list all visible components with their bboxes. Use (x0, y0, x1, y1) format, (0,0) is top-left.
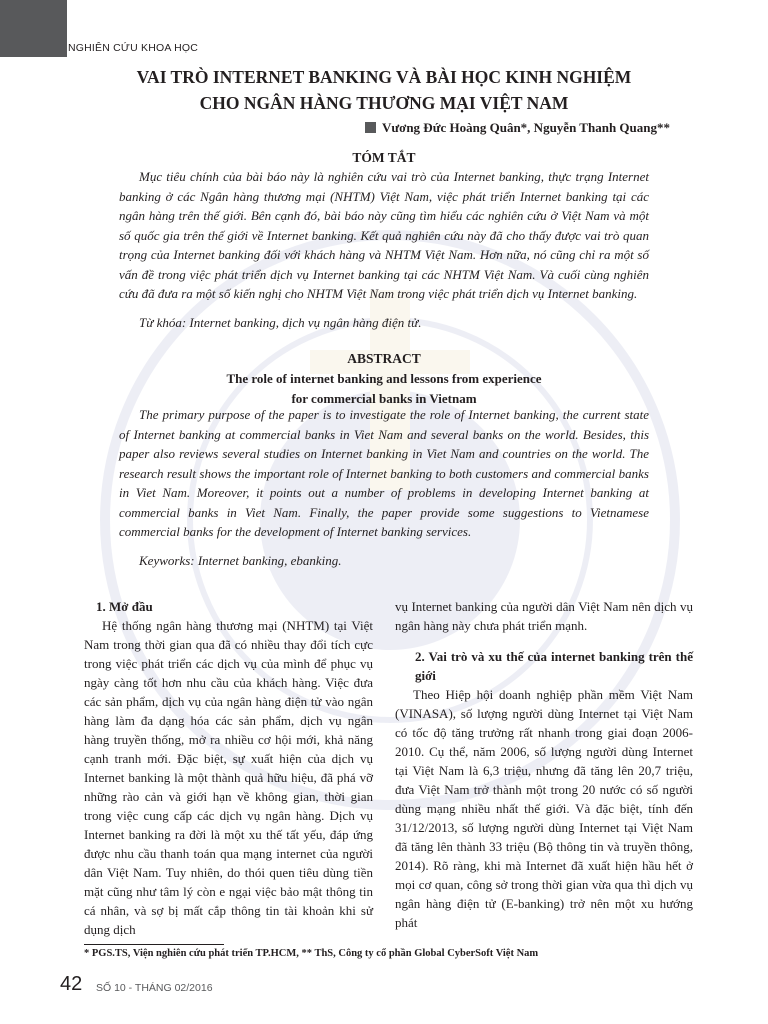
section-2-body: Theo Hiệp hội doanh nghiệp phần mềm Việt Nam (VINASA), số lượng người dùng Internet tại Việt Nam có tốc độ tăng trưởng rất nhanh trong giai đoạn 2006-2010. Cụ thể, năm 2006, số lượng người dùng Internet tại Việt Nam là 6,3 triệu, nhưng đã tăng lên 20,7 triệu, đưa Việt Nam trở thành một trong 20 nước có số người dùng mạng nhiều nhất thế giới. Và đặc biệt, tính đến 31/12/2013, số lượng người dùng Internet tại Việt Nam đã tăng lên thành 33 triệu (Bộ thông tin và truyền thông, 2014). Rõ ràng, khi mà Internet đã xuất hiện hầu hết ở mọi cơ quan, công sở trong thời gian vừa qua thì dịch vụ ngân hàng điện tử (E-banking) trở nên một xu hướng phát (395, 687, 693, 930)
article-title (60, 64, 708, 116)
title-line-2: CHO NGÂN HÀNG THƯƠNG MẠI VIỆT NAM (199, 93, 569, 113)
abstract-title (0, 369, 768, 408)
abstract-keywords: Keyworks: Internet banking, ebanking. (139, 553, 342, 568)
issue-label: SỐ 10 - THÁNG 02/2016 (96, 982, 213, 994)
section-1-continuation: vụ Internet banking của người dân Việt Nam nên dịch vụ ngân hàng này chưa phát triển mạnh. (395, 599, 693, 633)
left-column (84, 597, 373, 939)
author-marker-square (365, 122, 376, 133)
section-1-heading: 1. Mở đầu (96, 599, 153, 614)
abstract-body: The primary purpose of the paper is to investigate the role of Internet banking, the current state of Internet banking at commercial banks in Viet Nam and several banks on the world. Besides, this paper also reviews several studies on Internet banking in Viet Nam and countries on the world. The research result shows the important role of Internet banking to both customers and commercial banks in Viet Nam. Moreover, it points out a number of problems in developing Internet banking at commercial banks in Viet Nam. Finally, the paper provide some suggestions to Vietnamese commercial banks for the development of Internet banking services. (119, 407, 649, 539)
tomtat-heading: TÓM TẮT (352, 150, 416, 165)
authors (365, 120, 670, 136)
tomtat-keywords: Từ khóa: Internet banking, dịch vụ ngân hàng điện tử. (139, 315, 422, 330)
author-names: Vương Đức Hoàng Quân*, Nguyễn Thanh Quang** (381, 120, 670, 135)
abstract-title-line-1: The role of internet banking and lessons from experience (226, 371, 542, 386)
section-1-body: Hệ thống ngân hàng thương mại (NHTM) tại Việt Nam trong thời gian qua đã có nhiều thay đổi tích cực trong việc phát triển các dịch vụ của mình để phục vụ ngày càng tốt hơn nhu cầu của khách hàng. Việc đưa các sản phẩm, dịch vụ của ngân hàng điện tử vào ngân hàng làm đa dạng hóa các sản phẩm, dịch vụ ngân hàng truyền thống, mở ra nhiều cơ hội mới, khả năng cạnh tranh mới. Đặc biệt, sự xuất hiện của dịch vụ Internet banking là một thành quả hữu hiệu, đã phá vỡ những rào cản và giới hạn về không gian, thời gian trong việc cung cấp các dịch vụ ngân hàng. Dịch vụ Internet banking ra đời là một xu thế tất yếu, đáp ứng được nhu cầu thanh toán qua mạng internet của người dân Việt Nam. Tuy nhiên, do thói quen tiêu dùng tiền mặt cũng như tâm lý còn e ngại việc bảo mật thông tin cá nhân, và sợ bị mất cắp thông tin tài khoản khi sử dụng dịch (84, 618, 373, 937)
abstract-heading: ABSTRACT (347, 351, 421, 366)
page-number: 42 (60, 973, 83, 995)
footnote: * PGS.TS, Viện nghiên cứu phát triển TP.HCM, ** ThS, Công ty cổ phần Global CyberSoft Việt Nam (84, 948, 539, 959)
title-line-1: VAI TRÒ INTERNET BANKING VÀ BÀI HỌC KINH NGHIỆM (136, 67, 632, 87)
corner-block (0, 0, 67, 57)
section-2-heading: 2. Vai trò và xu thế của internet banking trên thế giới (415, 649, 693, 683)
footnote-rule (84, 944, 224, 945)
tomtat-body: Mục tiêu chính của bài báo này là nghiên cứu vai trò của Internet banking, thực trạng Internet banking ở các Ngân hàng thương mại (NHTM) Việt Nam, việc phát triển Internet banking tại các ngân hàng trên thế giới. Bên cạnh đó, bài báo này cũng tìm hiểu các nghiên cứu ở Việt Nam và một số quốc gia trên thế giới về Internet banking. Kết quả nghiên cứu này đã cho thấy được vai trò quan trọng của Internet banking đối với khách hàng và NHTM Việt Nam. Hơn nữa, nó cũng chỉ ra một số vấn đề trong việc phát triển dịch vụ Internet banking tại các NHTM Việt Nam. Và cuối cùng nghiên cứu đã đưa ra một số kiến nghị cho NHTM Việt Nam trong việc phát triển dịch vụ Internet banking. (119, 169, 649, 301)
abstract-title-line-2: for commercial banks in Vietnam (291, 390, 477, 406)
section-label: NGHIÊN CỨU KHOA HỌC (68, 42, 199, 54)
right-column (395, 597, 693, 932)
